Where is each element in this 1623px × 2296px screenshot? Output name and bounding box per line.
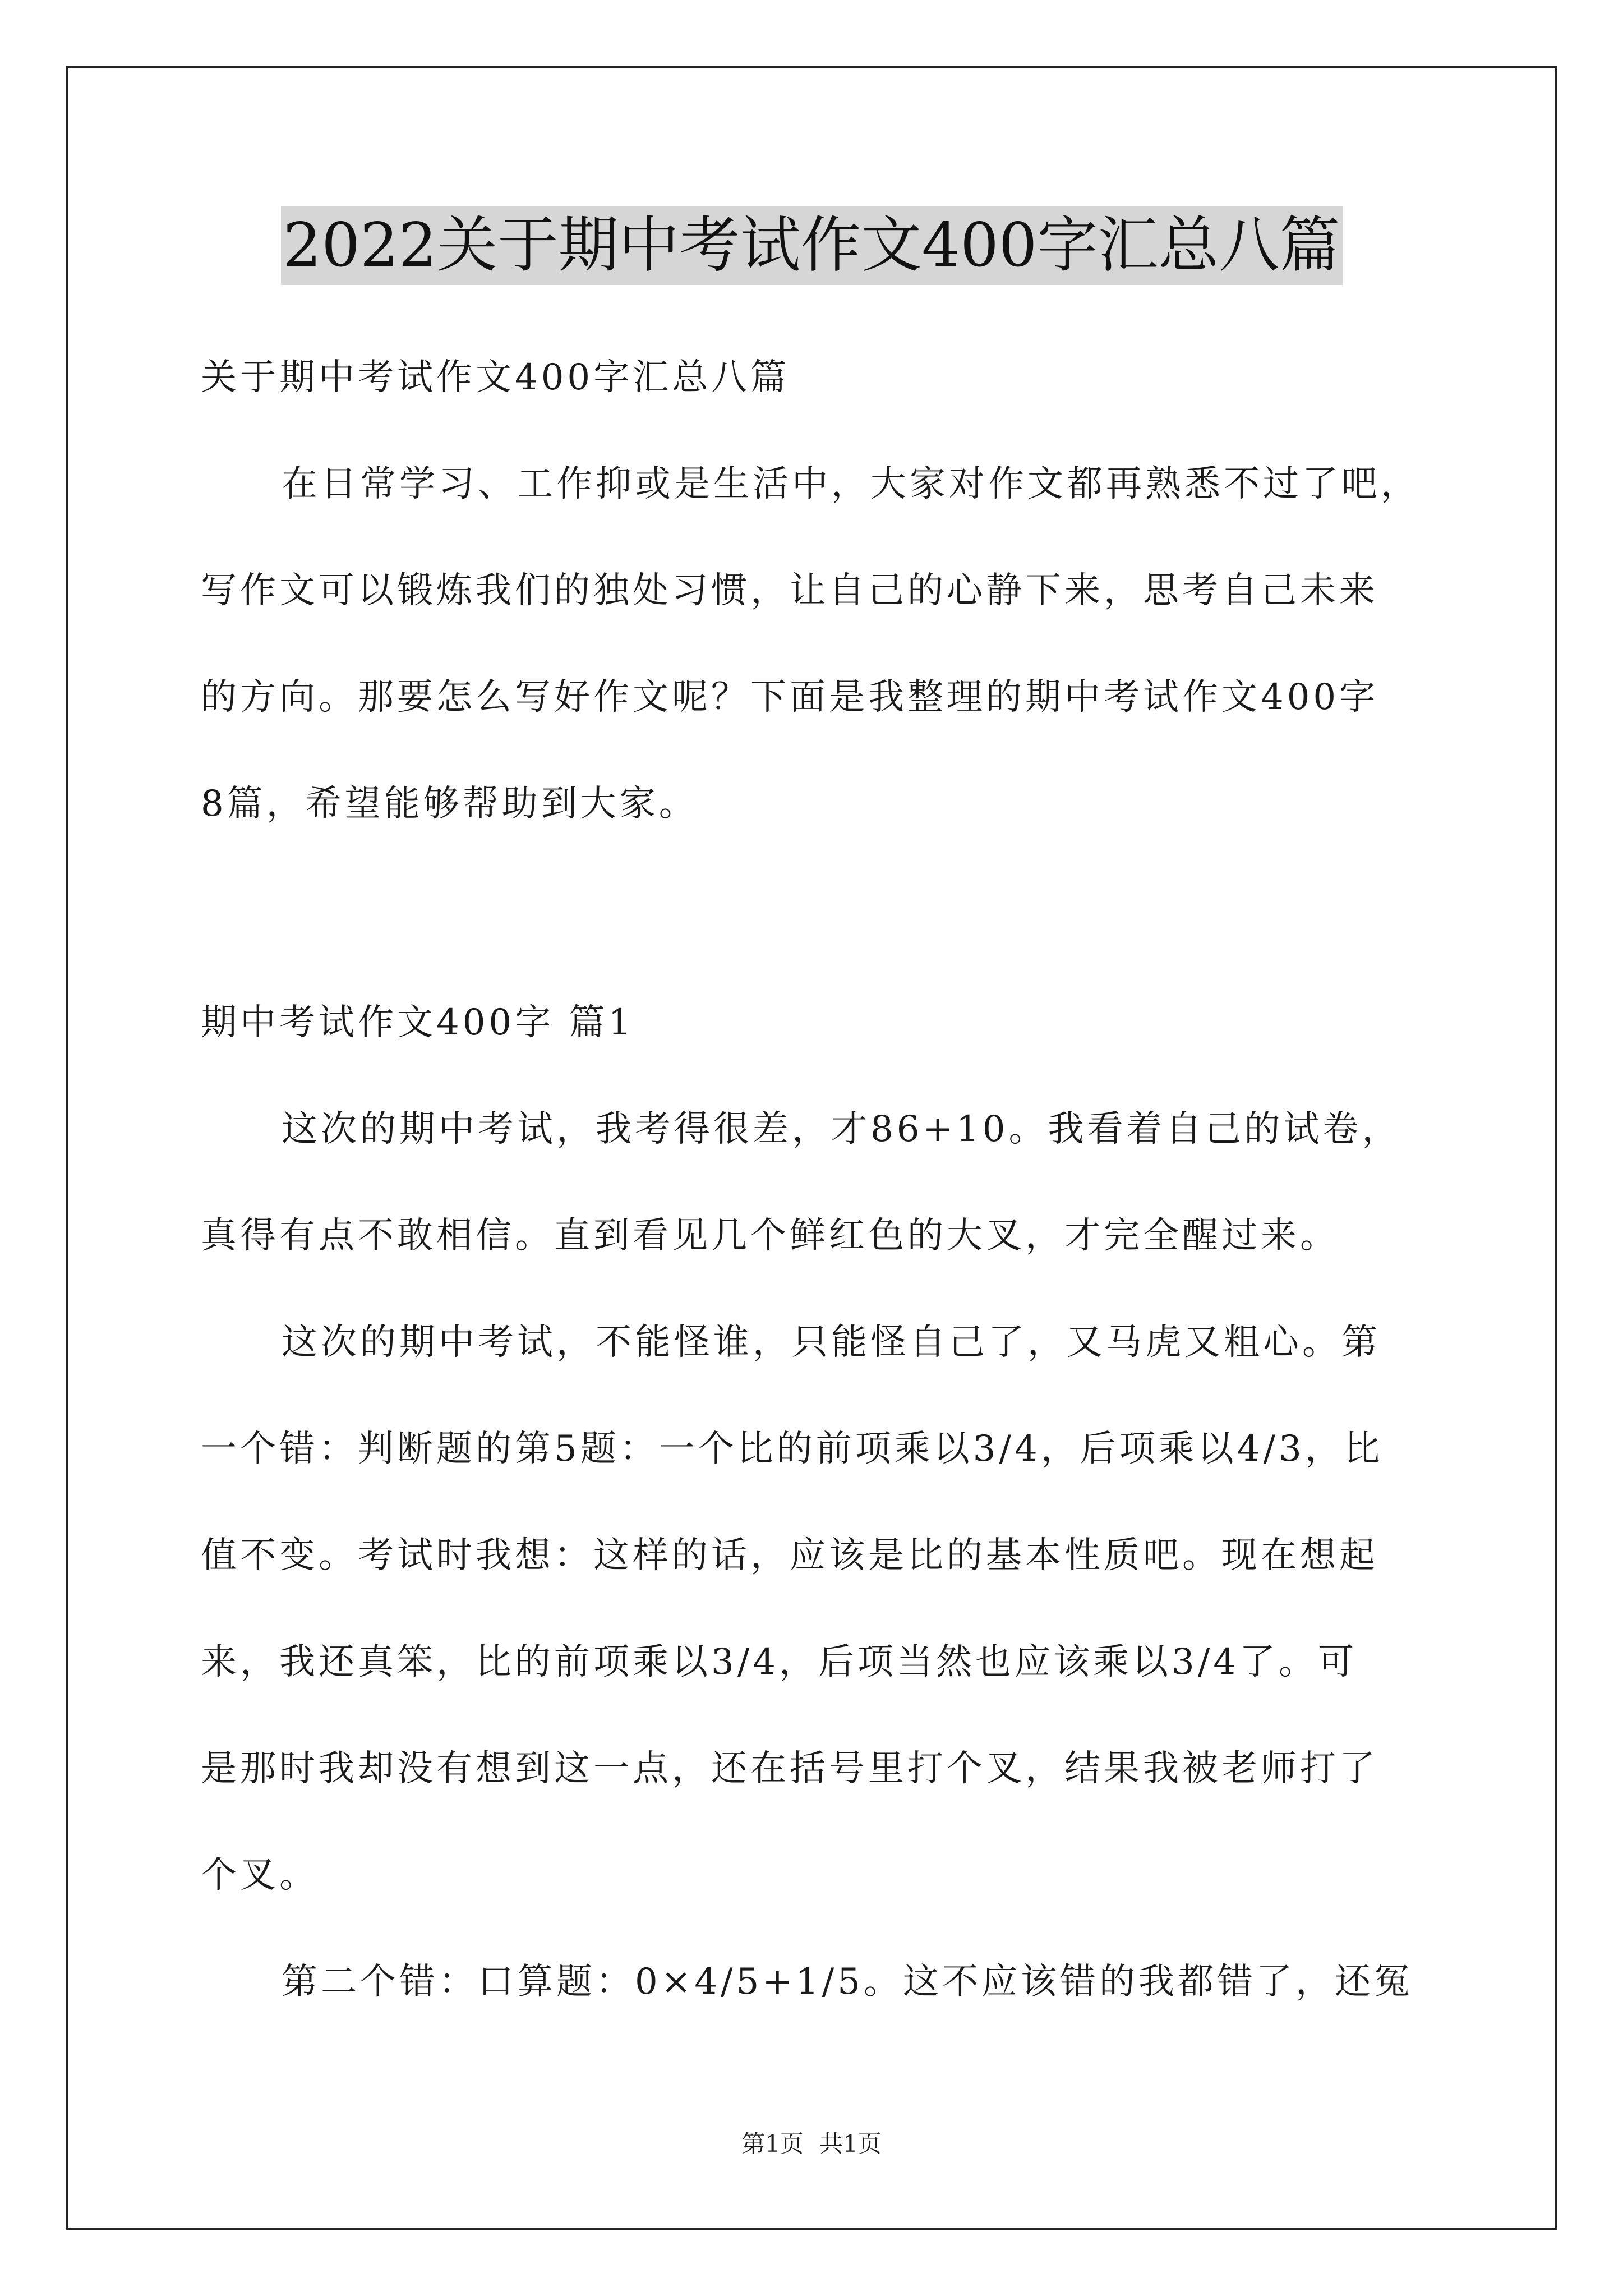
paragraph-line: 这次的期中考试，不能怪谁，只能怪自己了，又马虎又粗心。第: [282, 1322, 1381, 1363]
page-number: 第1页: [741, 2130, 804, 2157]
document-subtitle: 关于期中考试作文400字汇总八篇: [201, 357, 790, 398]
paragraph-line: 个叉。: [201, 1855, 319, 1896]
paragraph-line: 来，我还真笨，比的前项乘以3/4，后项当然也应该乘以3/4了。可: [201, 1641, 1357, 1683]
paragraph-line: 一个错：判断题的第5题：一个比的前项乘以3/4，后项乘以4/3，比: [201, 1428, 1384, 1470]
paragraph-line: 8篇，希望能够帮助到大家。: [201, 783, 698, 825]
paragraph-line: 写作文可以锻炼我们的独处习惯，让自己的心静下来，思考自己未来: [201, 570, 1378, 611]
paragraph-line: 第二个错：口算题：0×4/5+1/5。这不应该错的我都错了，还冤: [282, 1961, 1413, 2003]
paragraph-line: 在日常学习、工作抑或是生活中，大家对作文都再熟悉不过了吧，: [282, 463, 1420, 505]
paragraph-line: 这次的期中考试，我考得很差，才86+10。我看着自己的试卷，: [282, 1108, 1401, 1150]
paragraph-line: 的方向。那要怎么写好作文呢？下面是我整理的期中考试作文400字: [201, 677, 1379, 718]
document-title: 2022关于期中考试作文400字汇总八篇: [281, 206, 1343, 285]
paragraph-line: 是那时我却没有想到这一点，还在括号里打个叉，结果我被老师打了: [201, 1748, 1378, 1789]
page-total: 共1页: [819, 2130, 882, 2157]
paragraph-line: 值不变。考试时我想：这样的话，应该是比的基本性质吧。现在想起: [201, 1535, 1378, 1576]
title-container: [0, 206, 1623, 285]
paragraph-line: 真得有点不敢相信。直到看见几个鲜红色的大叉，才完全醒过来。: [201, 1215, 1339, 1257]
page-footer: [0, 2127, 1623, 2161]
section-heading: 期中考试作文400字 篇1: [201, 1002, 635, 1043]
